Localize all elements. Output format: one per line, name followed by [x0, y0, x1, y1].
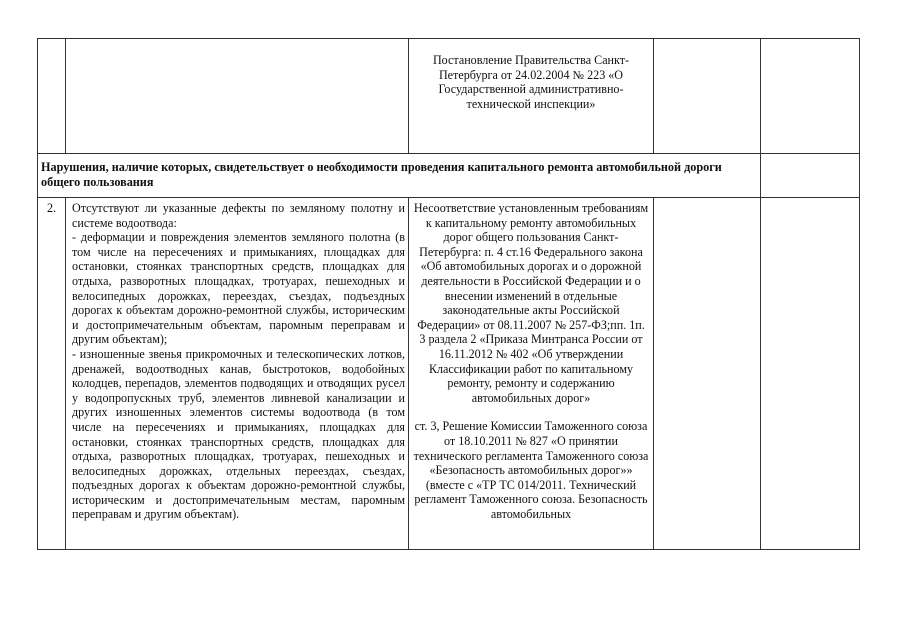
inspection-table — [37, 38, 860, 550]
table-row — [38, 198, 860, 550]
description-item: - деформации и повреждения элементов земляного полотна (в том числе на пересечениях и примыканиях, площадках для остановки, стоянках транспортных средств, площадках для отдыха, разворотных площадках, тротуарах, пешеходных и велосипедных дорожках, переездах, съездах, подъездных дорогах к объектам дорожно-ремонтной службы, историческим и достопримечательным объектам, паромным переправам и другим объектам); — [72, 230, 405, 347]
cell-number — [38, 39, 66, 154]
section-header: Нарушения, наличие которых, свидетельствует о необходимости проведения капитального ремонта автомобильной дороги общего пользования — [38, 154, 761, 198]
description-item: - изношенные звенья прикромочных и телескопических лотков, дренажей, водоотводных канав, быстротоков, водобойных колодцев, перепадов, элементов подводящих и отводящих русел у водопропускных труб, элементов ливневой канализации и других изношенных элементов системы водоотвода (в том числе на пересечениях и примыканиях, площадках для остановки, стоянках транспортных средств, площадках для отдыха, разворотных площадках, тротуарах, пешеходных и велосипедных дорожках, отдельных переездах, съездах, подъездных дорогах к объектам дорожно-ремонтной службы, историческим и достопримечательным местам, паромным переправам и другим объектам). — [72, 346, 405, 522]
table-row — [38, 39, 860, 154]
row-law-reference — [409, 198, 654, 550]
law-reference-text: Несоответствие установленным требованиям к капитальному ремонту автомобильных дорог общего пользования Санкт-Петербурга: п. 4 ст.16 Федерального закона «Об автомобильных дорогах и о дорожной деятельности в Российской Федерации и о внесении изменений в отдельные законодательные акты Российской Федерации» от 08.11.2007 № 257-ФЗ;пп. 1п. 3 раздела 2 «Приказа Минтранса России от 16.11.2012 № 402 «Об утверждении Классификации работ по капитальному ремонту, ремонту и содержанию автомобильных дорог» — [413, 201, 649, 405]
cell-empty — [761, 198, 860, 550]
law-reference-text: ст. 3, Решение Комиссии Таможенного союза от 18.10.2011 № 827 «О принятии технического регламента Таможенного союза «Безопасность автомобильных дорог»» (вместе с «ТР ТС 014/2011. Технический регламент Таможенного союза. Безопасность автомобильных — [413, 419, 649, 521]
cell-description — [66, 39, 409, 154]
section-header-row — [38, 154, 860, 198]
cell-empty — [654, 39, 761, 154]
row-description — [66, 198, 409, 550]
row-number: 2. — [38, 198, 66, 550]
description-intro: Отсутствуют ли указанные дефекты по земляному полотну и системе водоотвода: — [72, 201, 405, 230]
cell-law-reference: Постановление Правительства Санкт-Петербурга от 24.02.2004 № 223 «О Государственной административно-технической инспекции» — [409, 39, 654, 154]
cell-empty — [654, 198, 761, 550]
cell-empty — [761, 39, 860, 154]
cell-empty — [761, 154, 860, 198]
